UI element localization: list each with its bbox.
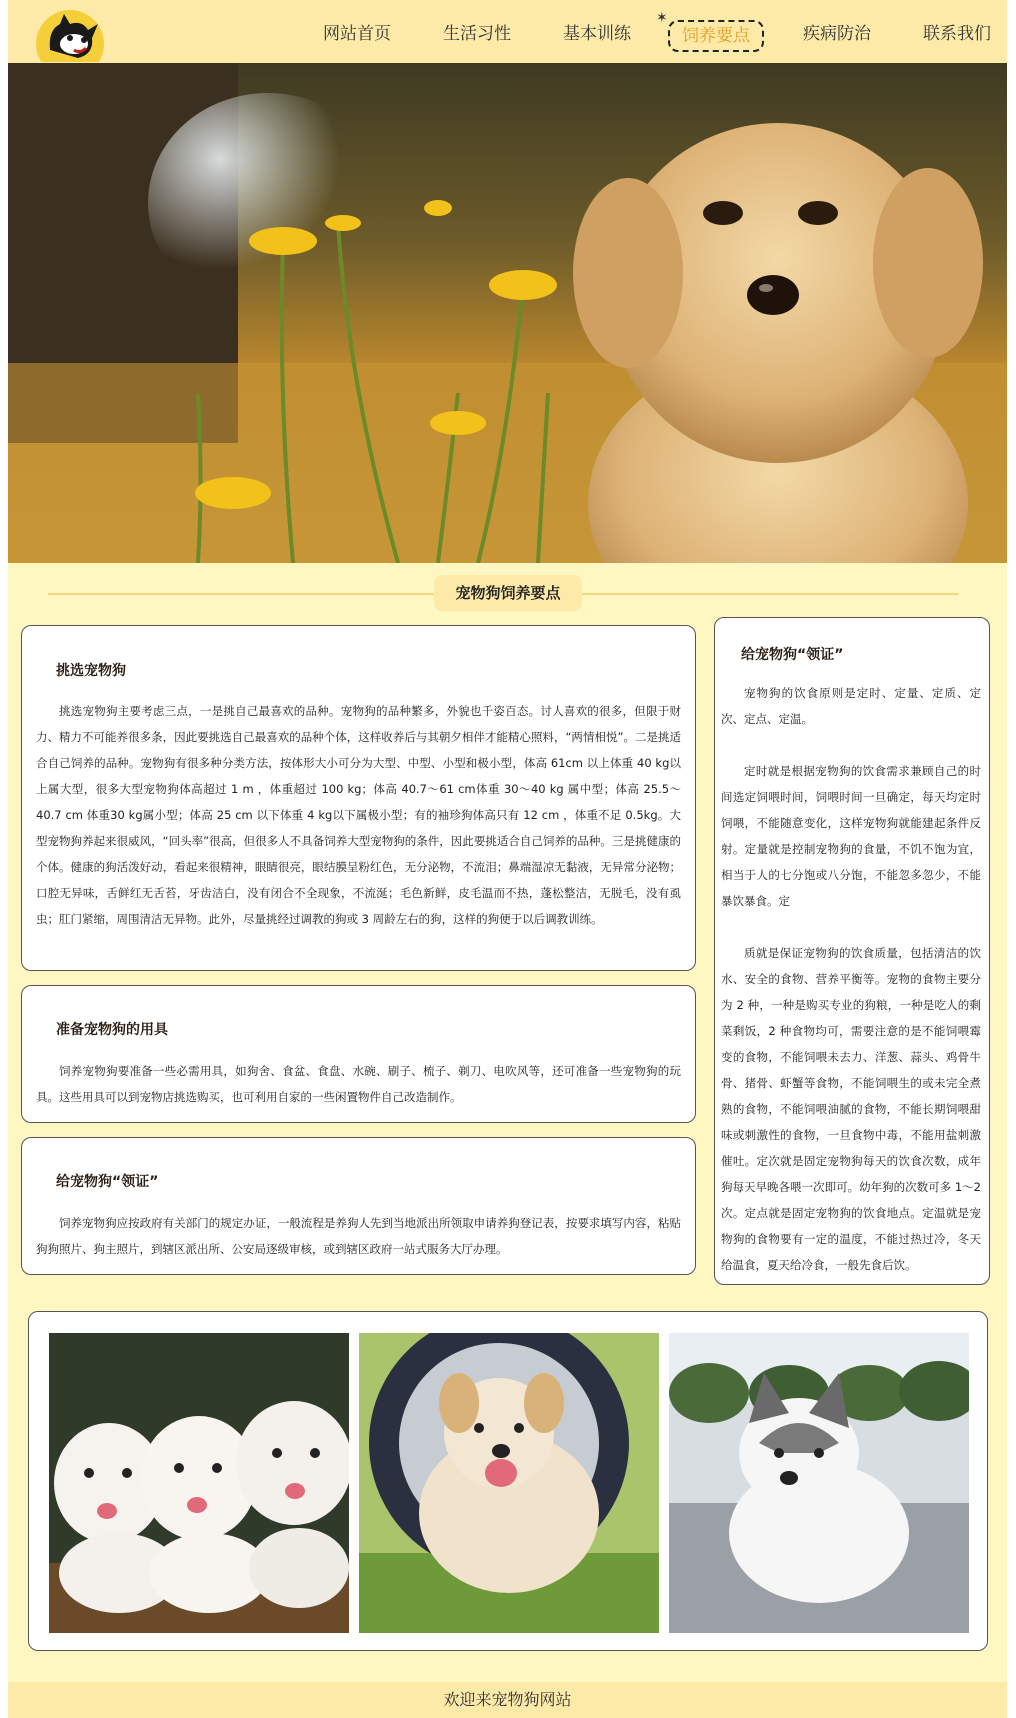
card-license <box>21 1137 696 1275</box>
hero-banner <box>8 63 1007 563</box>
gallery-photo-puppy-in-bucket[interactable] <box>359 1333 659 1633</box>
nav-home[interactable]: 网站首页 <box>323 24 391 44</box>
section-title: 宠物狗饲养要点 <box>434 575 582 611</box>
nav-habits[interactable]: 生活习性 <box>443 24 511 44</box>
card-select-title: 挑选宠物狗 <box>56 663 126 679</box>
page <box>8 0 1007 1718</box>
site-footer: 欢迎来宠物狗网站 <box>8 1682 1007 1718</box>
sparkle-icon: ✶ <box>656 10 668 26</box>
gallery-photo-puppies[interactable] <box>49 1333 349 1633</box>
card-supplies <box>21 985 696 1123</box>
main-nav <box>273 10 1003 52</box>
card-feeding-title: 给宠物狗“领证” <box>741 647 844 663</box>
card-license-title: 给宠物狗“领证” <box>56 1174 159 1190</box>
card-supplies-body: 饲养宠物狗要准备一些必需用具，如狗舍、食盆、食盘、水碗、刷子、梳子、剃刀、电吹风等，还可准备一些宠物狗的玩具。这些用具可以到宠物店挑选购买，也可利用自家的一些闲置物件自己改造制作。 <box>36 1064 681 1104</box>
card-feeding <box>714 617 990 1285</box>
card-feeding-p3: 质就是保证宠物狗的饮食质量，包括清洁的饮水、安全的食物、营养平衡等。宠物的食物主要分为 2 种，一种是购买专业的狗粮，一种是吃人的剩菜剩饭，2 种食物均可，需要注意的是不能饲喂霉变的食物，不能饲喂未去力、洋葱、蒜头、鸡骨牛骨、猪骨、虾蟹等食物，不能饲喂生的或未完全煮熟的食物，不能饲喂油腻的食物，不能长期饲喂甜味或刺激性的食物，一旦食物中毒，不能用盐刺激催吐。定次就是固定宠物狗每天的饮食次数，成年狗每天早晚各喂一次即可。幼年狗的次数可多 1～2次。定点就是固定宠物狗的饮食地点。定温就是宠物狗的食物要有一定的温度，不能过热过冷，冬天给温食，夏天给冷食，一般先食后饮。 <box>721 946 981 1272</box>
card-feeding-p2: 定时就是根据宠物狗的饮食需求兼顾自己的时间选定饲喂时间，饲喂时间一旦确定，每天均定时饲喂，不能随意变化，这样宠物狗就能建起条件反射。定量就是控制宠物狗的食量，不饥不饱为宜，相当于人的七分饱或八分饱，不能忽多忽少，不能暴饮暴食。定 <box>721 764 981 908</box>
card-select-body: 挑选宠物狗主要考虑三点，一是挑自己最喜欢的品种。宠物狗的品种繁多，外貌也千姿百态。讨人喜欢的很多，但限于财力、精力不可能养很多条，因此要挑选自己最喜欢的品种个体，这样收养后与其朝夕相伴才能精心照料，“两情相悦”。二是挑适合自己饲养的品种。宠物狗有很多种分类方法，按体形大小可分为大型、中型、小型和极小型，体高 61cm 以上体重 40 kg以上属大型，很多大型宠物狗体高超过 1 m ，体重超过 100 kg；体高 40.7～61 cm体重 30～40 kg 属中型；体高 25.5～40.7 cm 体重30 kg属小型；体高 25 cm 以下体重 4 kg以下属极小型；有的袖珍狗体高只有 12 cm ，体重不足 0.5kg。大型宠物狗养起来很威风，“回头率”很高，但很多人不具备饲养大型宠物狗的条件，因此要挑适合自己饲养的品种。三是挑健康的个体。健康的狗活泼好动，看起来很精神，眼睛很亮，眼结膜呈粉红色，无分泌物，不流泪；鼻端湿凉无黏液，无异常分泌物；口腔无异味，舌鲜红无舌苔，牙齿洁白，没有闭合不全现象，不流涎；毛色新鲜，皮毛温而不热，蓬松整洁，无脱毛，没有虱虫；肛门紧缩，周围清洁无异物。此外，尽量挑经过调教的狗或 3 周龄左右的狗，这样的狗便于以后调教训练。 <box>36 704 681 926</box>
hero-dog-image <box>8 63 1007 563</box>
site-header <box>8 0 1007 63</box>
card-feeding-p1: 宠物狗的饮食原则是定时、定量、定质、定次、定点、定温。 <box>721 686 981 726</box>
gallery-photo-plush-husky[interactable] <box>669 1333 969 1633</box>
nav-disease[interactable]: 疾病防治 <box>803 24 871 44</box>
dog-logo[interactable] <box>30 10 110 62</box>
card-license-body: 饲养宠物狗应按政府有关部门的规定办证，一般流程是养狗人先到当地派出所领取申请养狗登记表，按要求填写内容，粘贴狗狗照片、狗主照片，到辖区派出所、公安局逐级审核，或到辖区政府一站式服务大厅办理。 <box>36 1216 681 1256</box>
nav-feeding[interactable]: 饲养要点 <box>668 20 764 52</box>
card-select-dog <box>21 625 696 971</box>
nav-training[interactable]: 基本训练 <box>563 24 631 44</box>
card-supplies-title: 准备宠物狗的用具 <box>56 1022 168 1038</box>
nav-contact[interactable]: 联系我们 <box>923 24 991 44</box>
photo-gallery <box>28 1311 988 1651</box>
